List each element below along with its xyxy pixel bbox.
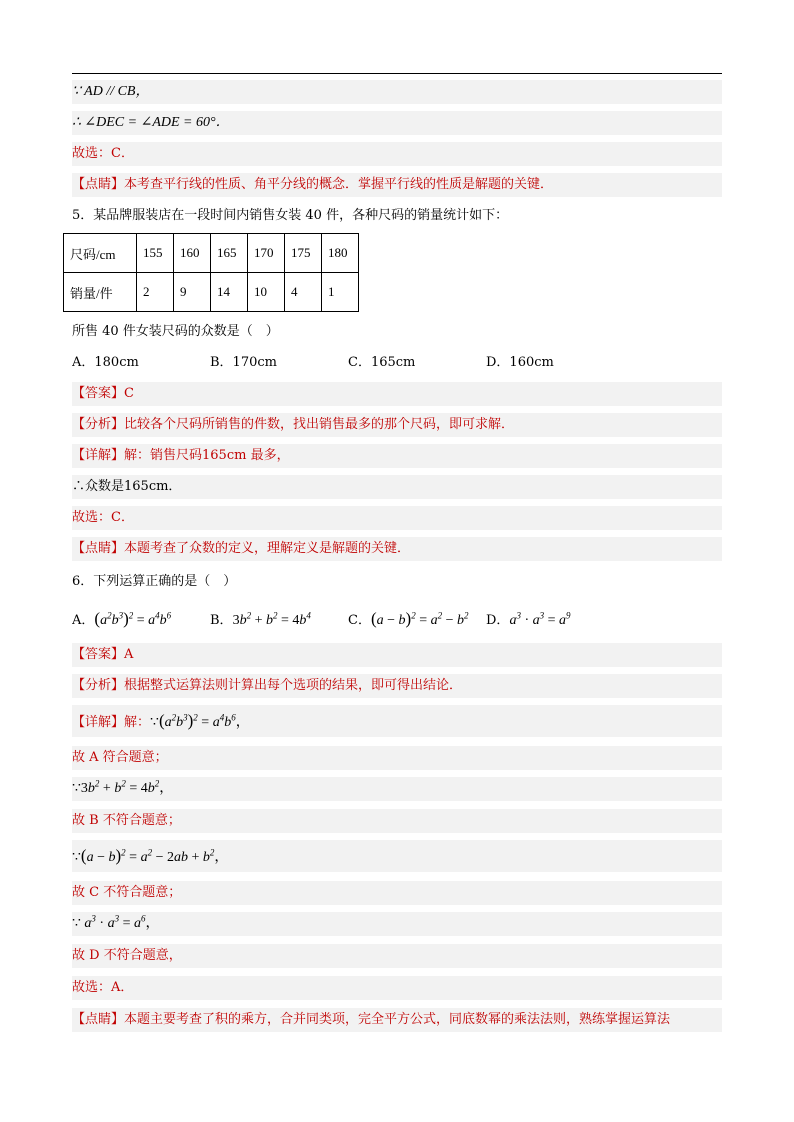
prev-comment [72, 173, 722, 197]
table-row [64, 273, 359, 312]
q6-verdict-b: 故 B 不符合题意； [72, 809, 722, 833]
prev-step-angle: ∴ ∠DEC = ∠ADE = 60°． [72, 111, 722, 135]
table-cell: 160 [174, 234, 211, 273]
q6-step-b: $\because 3b^2 + b^2 = 4b^2$， [72, 777, 722, 801]
q5-choice: 故选：C． [72, 506, 722, 530]
q6-option-c: C．$(a - b)^2 = a^2 - b^2$ [348, 609, 469, 628]
q5-answer [72, 382, 722, 406]
table-cell: 165 [211, 234, 248, 273]
q6-answer [72, 643, 722, 667]
size-sales-table [63, 233, 359, 312]
q6-verdict-a: 故 A 符合题意； [72, 746, 722, 770]
q5-option-d: D．160cm [486, 355, 554, 370]
q6-stem: 6．下列运算正确的是（ ） [72, 574, 237, 589]
analysis-text: 比较各个尺码所销售的件数，找出销售最多的那个尺码，即可求解． [124, 417, 515, 432]
comment-tag: 【点睛】 [72, 177, 125, 192]
q6-verdict-c: 故 C 不符合题意； [72, 881, 722, 905]
q6-option-b: B．$3b^2 + b^2 = 4b^4$ [210, 610, 311, 628]
q6-detail: 【详解】解：$\because(a^2b^3)^2 = a^4b^6$， [72, 705, 722, 737]
table-cell: 10 [248, 273, 285, 312]
analysis-tag: 【分析】 [72, 678, 125, 693]
comment-tag: 【点睛】 [72, 541, 125, 556]
q5-question: 所售 40 件女装尺码的众数是（ ） [72, 324, 279, 339]
table-header-size: 尺码/cm [64, 234, 137, 273]
table-cell: 4 [285, 273, 322, 312]
q5-comment [72, 537, 722, 561]
comment-text: 本题主要考查了积的乘方，合并同类项，完全平方公式，同底数幂的乘法法则，熟练掌握运算法 [124, 1012, 671, 1027]
q5-option-c: C．165cm [348, 355, 416, 370]
header-rule [72, 73, 722, 74]
q5-conclusion: ∴众数是165cm． [72, 475, 722, 499]
q6-comment [72, 1008, 722, 1032]
q5-option-b: B．170cm [210, 355, 277, 370]
q5-options [72, 351, 722, 375]
answer-tag: 【答案】 [72, 386, 125, 401]
comment-text: 本题考查了众数的定义，理解定义是解题的关键． [124, 541, 411, 556]
q6-verdict-d: 故 D 不符合题意， [72, 944, 722, 968]
q6-choice: 故选：A． [72, 976, 722, 1000]
q5-stem: 5．某品牌服装店在一段时间内销售女装 40 件，各种尺码的销量统计如下： [72, 208, 509, 223]
q6-options [72, 603, 722, 635]
analysis-tag: 【分析】 [72, 417, 125, 432]
table-row [64, 234, 359, 273]
detail-text: 解：销售尺码165cm 最多， [124, 448, 290, 463]
analysis-text: 根据整式运算法则计算出每个选项的结果，即可得出结论． [124, 678, 463, 693]
table-cell: 2 [137, 273, 174, 312]
q6-analysis [72, 674, 722, 698]
table-cell: 155 [137, 234, 174, 273]
comment-text: 本考查平行线的性质、角平分线的概念．掌握平行线的性质是解题的关键． [124, 177, 554, 192]
q6-step-c: ∵(a − $b)^2 = a^2 - 2ab + b^2$， [72, 840, 722, 872]
table-cell: 175 [285, 234, 322, 273]
table-cell: 9 [174, 273, 211, 312]
q6-option-d: D．$a^3 \cdot a^3 = a^9$ [486, 610, 571, 628]
answer-value: A [124, 647, 134, 662]
detail-tag: 【详解】 [72, 448, 125, 463]
prev-choice: 故选：C． [72, 142, 722, 166]
q5-option-a: A．180cm [72, 355, 139, 370]
table-cell: 1 [322, 273, 359, 312]
q5-detail [72, 444, 722, 468]
table-header-count: 销量/件 [64, 273, 137, 312]
q6-step-d: ∵ $a^3 \cdot a^3 = a^6$， [72, 912, 722, 936]
table-cell: 14 [211, 273, 248, 312]
answer-tag: 【答案】 [72, 647, 125, 662]
q5-analysis [72, 413, 722, 437]
answer-value: C [124, 386, 134, 401]
table-cell: 170 [248, 234, 285, 273]
comment-tag: 【点睛】 [72, 1012, 125, 1027]
table-cell: 180 [322, 234, 359, 273]
detail-prefix: 解： [124, 715, 151, 730]
detail-tag: 【详解】 [72, 715, 125, 730]
q6-option-a: A．$(a^2b^3)^2 = a^4b^6$ [72, 609, 172, 628]
prev-step-parallel: ∵ AD // CB， [72, 80, 722, 104]
